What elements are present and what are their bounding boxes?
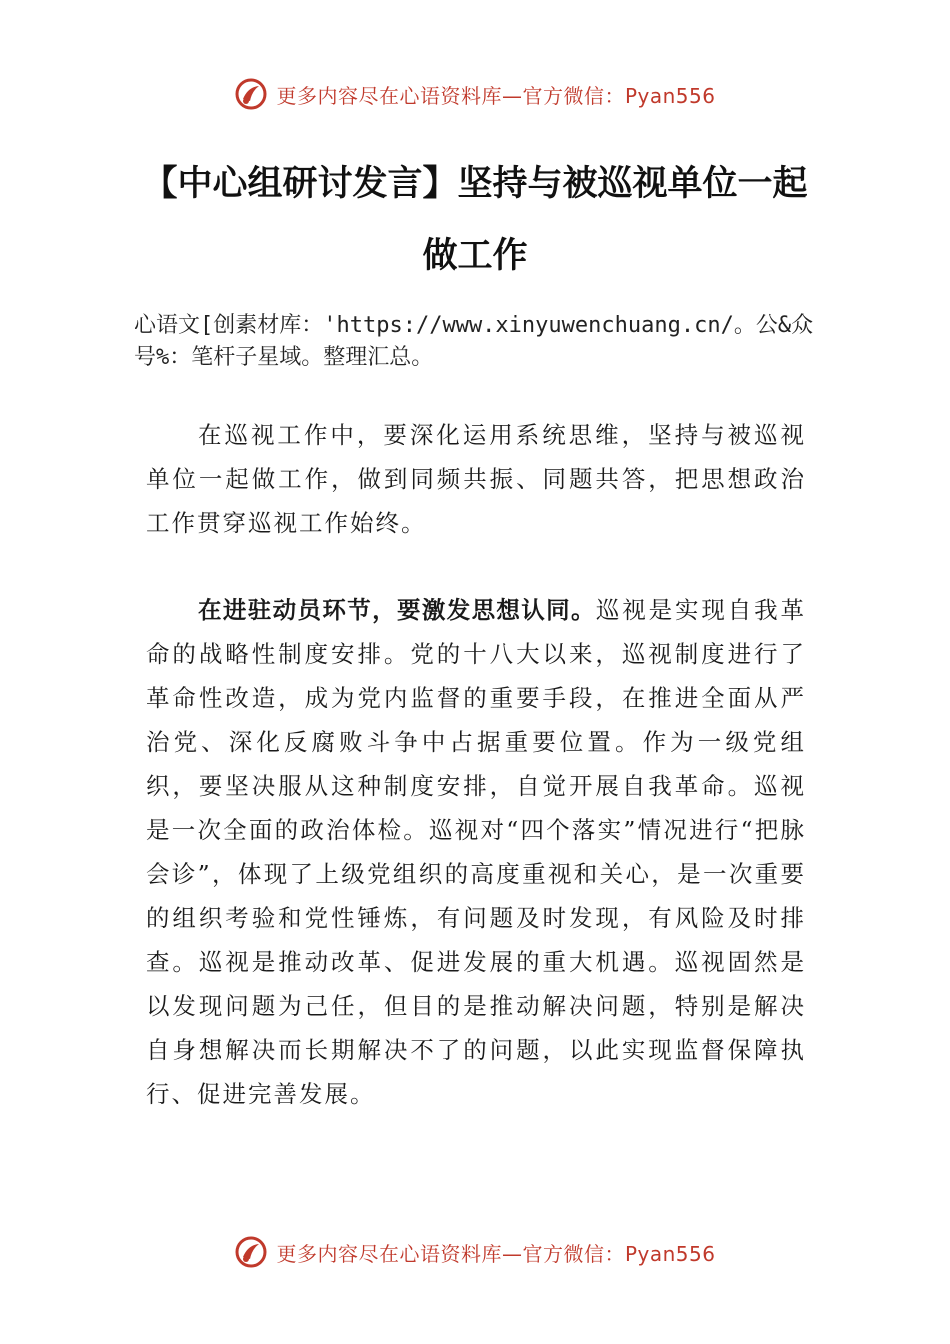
header-banner-text: 更多内容尽在心语资料库—官方微信：Pyan556 (276, 83, 716, 108)
page-title-line-2: 做工作 (422, 236, 528, 276)
footer-banner (0, 1232, 950, 1272)
paragraph-body: 巡视是实现自我革命的战略性制度安排。党的十八大以来，巡视制度进行了革命性改造，成为党内监督的重要手段，在推进全面从严治党、深化反腐败斗争中占据重要位置。作为一级党组织，要坚决服从这种制度安排，自觉开展自我革命。巡视是一次全面的政治体检。巡视对“四个落实”情况进行“把脉会诊”，体现了上级党组织的高度重视和关心，是一次重要的组织考验和党性锤炼，有问题及时发现，有风险及时排查。巡视是推动改革、促进发展的重大机遇。巡视固然是以发现问题为己任，但目的是推动解决问题，特别是解决自身想解决而长期解决不了的问题，以此实现监督保障执行、促进完善发展。 (146, 596, 807, 1108)
header-banner (0, 74, 950, 114)
footer-banner-text: 更多内容尽在心语资料库—官方微信：Pyan556 (276, 1241, 716, 1266)
page-title-line-1: 【中心组研讨发言】坚持与被巡视单位一起 (142, 164, 808, 204)
paragraph-lead-heading: 在进驻动员环节，要激发思想认同。 (198, 596, 596, 624)
brand-logo-icon (234, 1235, 268, 1269)
source-note: 心语文[创素材库：'https://www.xinyuwenchuang.cn/。公&众号%：笔杆子星域。整理汇总。 (134, 313, 814, 370)
paragraph-intro: 在巡视工作中，要深化运用系统思维，坚持与被巡视单位一起做工作，做到同频共振、同题共答，把思想政治工作贯穿巡视工作始终。 (146, 421, 806, 537)
brand-logo-icon (234, 77, 268, 111)
paragraph-mobilization (146, 588, 806, 1116)
